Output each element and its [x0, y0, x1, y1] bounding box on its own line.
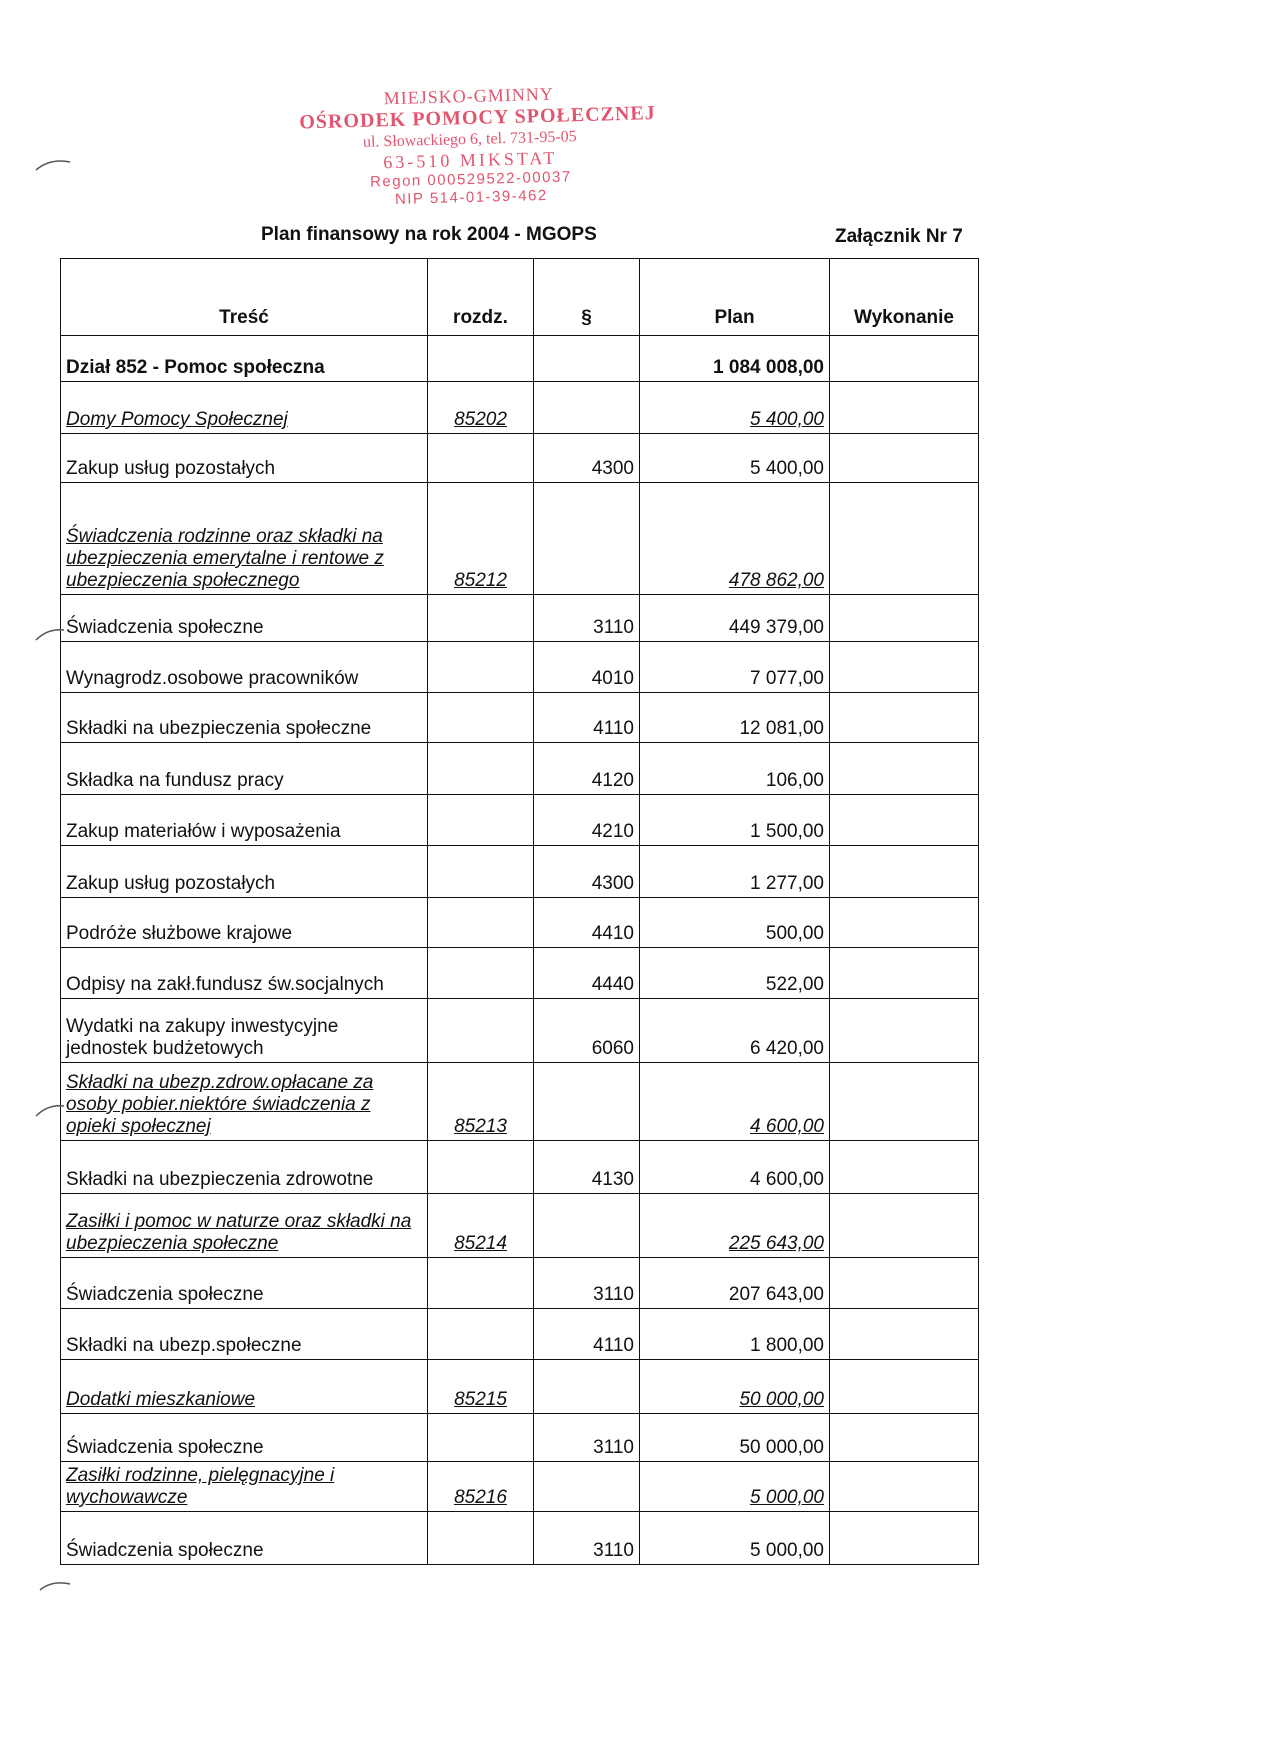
row-description: Zasiłki i pomoc w naturze oraz składki na ubezpieczenia społeczne: [61, 1194, 428, 1258]
institution-stamp: [298, 82, 657, 211]
row-execution-amount: [830, 693, 979, 743]
stamp-line: 63-510 MIKSTAT: [383, 147, 558, 172]
table-row: [61, 1258, 979, 1309]
row-description: Składki na ubezpieczenia zdrowotne: [61, 1141, 428, 1194]
row-plan-amount: 4 600,00: [640, 1141, 830, 1194]
stamp-line: NIP 514-01-39-462: [394, 186, 548, 208]
row-paragraph-code: [534, 1360, 640, 1414]
row-plan-amount: 1 277,00: [640, 846, 830, 898]
row-paragraph-code: 4440: [534, 948, 640, 999]
row-description: Wynagrodz.osobowe pracowników: [61, 642, 428, 693]
row-chapter-code: [428, 1258, 534, 1309]
row-paragraph-code: 3110: [534, 595, 640, 642]
row-plan-amount: 225 643,00: [640, 1194, 830, 1258]
row-chapter-code: [428, 795, 534, 846]
table-row: [61, 846, 979, 898]
row-plan-amount: 1 500,00: [640, 795, 830, 846]
row-paragraph-code: 3110: [534, 1258, 640, 1309]
row-chapter-code: 85215: [428, 1360, 534, 1414]
row-execution-amount: [830, 1194, 979, 1258]
row-plan-amount: 5 400,00: [640, 382, 830, 434]
row-execution-amount: [830, 1360, 979, 1414]
row-execution-amount: [830, 434, 979, 483]
row-execution-amount: [830, 795, 979, 846]
table-row: [61, 382, 979, 434]
financial-plan-table: [60, 258, 979, 1565]
row-chapter-code: 85216: [428, 1462, 534, 1512]
table-header-row: [61, 259, 979, 336]
row-execution-amount: [830, 1141, 979, 1194]
row-description: Świadczenia rodzinne oraz składki na ubezpieczenia emerytalne i rentowe z ubezpieczenia społecznego: [61, 483, 428, 595]
row-description: Zakup usług pozostałych: [61, 846, 428, 898]
row-plan-amount: 1 800,00: [640, 1309, 830, 1360]
table-row: [61, 898, 979, 948]
row-chapter-code: [428, 999, 534, 1063]
row-plan-amount: 6 420,00: [640, 999, 830, 1063]
row-chapter-code: 85202: [428, 382, 534, 434]
row-chapter-code: [428, 693, 534, 743]
row-plan-amount: 1 084 008,00: [640, 336, 830, 382]
row-execution-amount: [830, 743, 979, 795]
row-execution-amount: [830, 1512, 979, 1565]
table-row: [61, 743, 979, 795]
row-chapter-code: [428, 336, 534, 382]
row-paragraph-code: [534, 1194, 640, 1258]
page-title: Plan finansowy na rok 2004 - MGOPS: [261, 224, 597, 245]
row-execution-amount: [830, 642, 979, 693]
row-description: Składka na fundusz pracy: [61, 743, 428, 795]
row-description: Dział 852 - Pomoc społeczna: [61, 336, 428, 382]
row-plan-amount: 5 000,00: [640, 1462, 830, 1512]
row-paragraph-code: 4130: [534, 1141, 640, 1194]
row-plan-amount: 478 862,00: [640, 483, 830, 595]
row-plan-amount: 5 400,00: [640, 434, 830, 483]
row-paragraph-code: 4110: [534, 1309, 640, 1360]
row-description: Świadczenia społeczne: [61, 595, 428, 642]
table-row: [61, 434, 979, 483]
row-description: Wydatki na zakupy inwestycyjne jednostek budżetowych: [61, 999, 428, 1063]
row-execution-amount: [830, 1309, 979, 1360]
stamp-line: ul. Słowackiego 6, tel. 731-95-05: [362, 128, 577, 151]
row-description: Świadczenia społeczne: [61, 1414, 428, 1462]
table-row: [61, 999, 979, 1063]
row-paragraph-code: 4210: [534, 795, 640, 846]
row-paragraph-code: 4010: [534, 642, 640, 693]
row-plan-amount: 522,00: [640, 948, 830, 999]
row-description: Dodatki mieszkaniowe: [61, 1360, 428, 1414]
table-row: [61, 1141, 979, 1194]
row-description: Świadczenia społeczne: [61, 1258, 428, 1309]
row-chapter-code: [428, 434, 534, 483]
row-chapter-code: [428, 948, 534, 999]
row-paragraph-code: 4110: [534, 693, 640, 743]
stamp-line: Regon 000529522-00037: [369, 168, 572, 191]
row-chapter-code: [428, 1414, 534, 1462]
stamp-line: MIEJSKO-GMINNY: [383, 83, 554, 109]
row-description: Składki na ubezp.zdrow.opłacane za osoby pobier.niektóre świadczenia z opieki społecznej: [61, 1063, 428, 1141]
row-chapter-code: [428, 642, 534, 693]
column-header-plan: Plan: [640, 259, 830, 336]
table-row: [61, 1194, 979, 1258]
column-header-wykonanie: Wykonanie: [830, 259, 979, 336]
row-chapter-code: 85214: [428, 1194, 534, 1258]
row-chapter-code: [428, 898, 534, 948]
column-header-paragraph: §: [534, 259, 640, 336]
table-row: [61, 1063, 979, 1141]
row-chapter-code: [428, 1309, 534, 1360]
row-paragraph-code: 3110: [534, 1512, 640, 1565]
row-execution-amount: [830, 1462, 979, 1512]
row-execution-amount: [830, 336, 979, 382]
row-execution-amount: [830, 1063, 979, 1141]
row-chapter-code: [428, 846, 534, 898]
table-row: [61, 948, 979, 999]
row-description: Domy Pomocy Społecznej: [61, 382, 428, 434]
row-plan-amount: 12 081,00: [640, 693, 830, 743]
row-paragraph-code: [534, 336, 640, 382]
table-row: [61, 1414, 979, 1462]
table-row: [61, 795, 979, 846]
row-paragraph-code: 4120: [534, 743, 640, 795]
stamp-line: OŚRODEK POMOCY SPOŁECZNEJ: [299, 102, 657, 134]
row-description: Zasiłki rodzinne, pielęgnacyjne i wychowawcze: [61, 1462, 428, 1512]
row-description: Zakup materiałów i wyposażenia: [61, 795, 428, 846]
row-paragraph-code: 4410: [534, 898, 640, 948]
row-plan-amount: 500,00: [640, 898, 830, 948]
table-row: [61, 336, 979, 382]
row-plan-amount: 50 000,00: [640, 1360, 830, 1414]
table-row: [61, 1462, 979, 1512]
table-row: [61, 595, 979, 642]
row-chapter-code: [428, 1141, 534, 1194]
row-chapter-code: [428, 743, 534, 795]
row-paragraph-code: 4300: [534, 434, 640, 483]
row-plan-amount: 449 379,00: [640, 595, 830, 642]
row-description: Składki na ubezp.społeczne: [61, 1309, 428, 1360]
table-row: [61, 693, 979, 743]
table-row: [61, 1512, 979, 1565]
row-execution-amount: [830, 483, 979, 595]
row-execution-amount: [830, 898, 979, 948]
column-header-tresc: Treść: [61, 259, 428, 336]
row-paragraph-code: [534, 1063, 640, 1141]
row-plan-amount: 4 600,00: [640, 1063, 830, 1141]
row-execution-amount: [830, 999, 979, 1063]
row-paragraph-code: [534, 382, 640, 434]
row-description: Składki na ubezpieczenia społeczne: [61, 693, 428, 743]
row-chapter-code: [428, 1512, 534, 1565]
table-row: [61, 1360, 979, 1414]
row-plan-amount: 5 000,00: [640, 1512, 830, 1565]
row-paragraph-code: 6060: [534, 999, 640, 1063]
row-description: Odpisy na zakł.fundusz św.socjalnych: [61, 948, 428, 999]
row-plan-amount: 106,00: [640, 743, 830, 795]
row-execution-amount: [830, 846, 979, 898]
row-description: Zakup usług pozostałych: [61, 434, 428, 483]
column-header-rozdz: rozdz.: [428, 259, 534, 336]
row-execution-amount: [830, 382, 979, 434]
table-row: [61, 483, 979, 595]
row-description: Świadczenia społeczne: [61, 1512, 428, 1565]
row-paragraph-code: 4300: [534, 846, 640, 898]
row-paragraph-code: [534, 1462, 640, 1512]
row-execution-amount: [830, 1258, 979, 1309]
row-execution-amount: [830, 595, 979, 642]
row-chapter-code: 85213: [428, 1063, 534, 1141]
row-plan-amount: 7 077,00: [640, 642, 830, 693]
row-chapter-code: 85212: [428, 483, 534, 595]
row-chapter-code: [428, 595, 534, 642]
row-description: Podróże służbowe krajowe: [61, 898, 428, 948]
annex-label: Załącznik Nr 7: [835, 226, 963, 247]
row-execution-amount: [830, 948, 979, 999]
row-paragraph-code: 3110: [534, 1414, 640, 1462]
table-row: [61, 1309, 979, 1360]
row-paragraph-code: [534, 483, 640, 595]
row-execution-amount: [830, 1414, 979, 1462]
row-plan-amount: 50 000,00: [640, 1414, 830, 1462]
table-row: [61, 642, 979, 693]
row-plan-amount: 207 643,00: [640, 1258, 830, 1309]
